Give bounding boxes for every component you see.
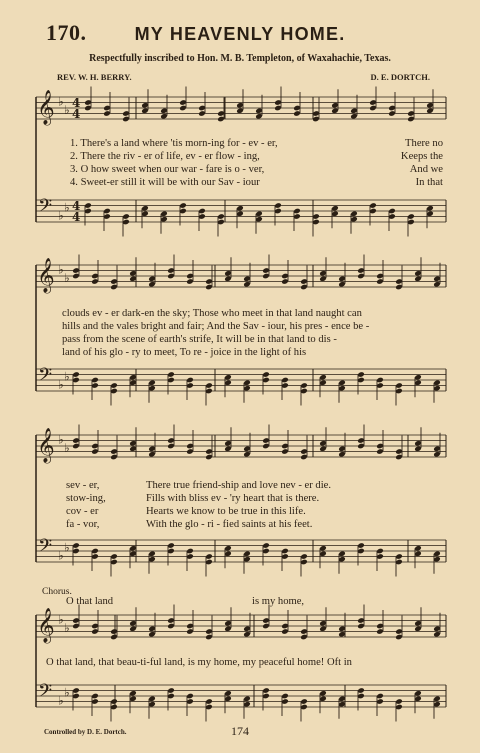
bass-clef-icon: 𝄢 xyxy=(38,196,53,221)
flat-icon: ♭ xyxy=(64,440,70,455)
time-signature-digit: 4 xyxy=(72,96,81,110)
treble-clef-icon: 𝄞 xyxy=(37,428,55,463)
verse-text-end: And we xyxy=(409,164,443,175)
verse-text-end: Keeps the xyxy=(400,151,443,162)
flat-icon: ♭ xyxy=(64,270,70,285)
verse-line: clouds ev - er dark-en the sky; Those who meet in that land naught can xyxy=(62,308,362,319)
flat-icon: ♭ xyxy=(58,612,64,627)
verse-line xyxy=(66,479,332,492)
chorus-lower-text: O that land, that beau-ti-ful land, is my home, my peaceful home! Oft in xyxy=(46,657,352,668)
verse-text: cov - er xyxy=(66,506,99,517)
verse-text: stow-ing, xyxy=(66,493,106,504)
verse-text: 3. O how sweet when our war - fare is o - ver, xyxy=(70,164,265,175)
chorus-upper-text-a: O that land xyxy=(66,596,114,607)
hymn-title: MY HEAVENLY HOME. xyxy=(134,24,346,44)
verse-text-end: There no xyxy=(405,138,443,149)
verse-text-end: Fills with bliss ev - 'ry heart that is there. xyxy=(146,493,320,504)
flat-icon: ♭ xyxy=(58,208,64,223)
treble-clef-icon: 𝄞 xyxy=(37,90,55,125)
flat-icon: ♭ xyxy=(58,693,64,708)
treble-clef-icon: 𝄞 xyxy=(37,258,55,293)
verse-line: land of his glo - ry to meet, To re - joice in the light of his xyxy=(62,347,307,358)
dedication: Respectfully inscribed to Hon. M. B. Templeton, of Waxahachie, Texas. xyxy=(89,53,391,64)
flat-icon: ♭ xyxy=(64,369,70,384)
verse-line xyxy=(70,150,446,163)
bass-clef-icon: 𝄢 xyxy=(38,681,53,706)
flat-icon: ♭ xyxy=(64,685,70,700)
hymn-number: 170. xyxy=(46,20,87,45)
verses-system-3 xyxy=(66,479,332,531)
flat-icon: ♭ xyxy=(64,200,70,215)
flat-icon: ♭ xyxy=(58,262,64,277)
verses-system-2 xyxy=(62,307,369,359)
flat-icon: ♭ xyxy=(64,102,70,117)
flat-icon: ♭ xyxy=(58,94,64,109)
verse-line: hills and the vales bright and fair; And the Sav - iour, his pres - ence be - xyxy=(62,321,370,332)
verse-line xyxy=(66,518,313,531)
flat-icon: ♭ xyxy=(58,548,64,563)
page-number: 174 xyxy=(231,724,249,738)
verse-line xyxy=(70,163,446,176)
verse-line xyxy=(66,505,306,518)
verse-line xyxy=(66,492,320,505)
verse-text: 4. Sweet-er still it will be with our Sav - iour xyxy=(70,177,260,188)
flat-icon: ♭ xyxy=(58,377,64,392)
verse-text-end: Hearts we know to be true in this life. xyxy=(146,506,306,517)
time-signature-digit: 4 xyxy=(72,199,81,213)
composer: D. E. DORTCH. xyxy=(370,72,430,82)
flat-icon: ♭ xyxy=(58,432,64,447)
verse-line xyxy=(70,137,446,150)
chorus-upper-text-b: is my home, xyxy=(252,596,305,607)
bass-clef-icon: 𝄢 xyxy=(38,365,53,390)
verse-text: 1. There's a land where 'tis morn-ing for - ev - er, xyxy=(70,138,278,149)
verse-text: fa - vor, xyxy=(66,519,100,530)
verse-text-end: In that xyxy=(415,177,443,188)
lyricist: REV. W. H. BERRY. xyxy=(57,72,132,82)
verse-text-end: With the glo - ri - fied saints at his feet. xyxy=(146,519,313,530)
verse-text: sev - er, xyxy=(66,480,100,491)
verse-text-end: There true friend-ship and love nev - er die. xyxy=(146,480,332,491)
copyright-credit: Controlled by D. E. Dortch. xyxy=(44,728,127,736)
verses-system-1 xyxy=(70,137,446,189)
flat-icon: ♭ xyxy=(64,540,70,555)
treble-clef-icon: 𝄞 xyxy=(37,608,55,643)
verse-line xyxy=(70,176,446,189)
verse-line: pass from the scene of earth's strife, It will be in that land to dis - xyxy=(62,334,337,345)
bass-clef-icon: 𝄢 xyxy=(38,536,53,561)
chorus-label: Chorus. xyxy=(42,587,72,597)
verse-text: 2. There the riv - er of life, ev - er flow - ing, xyxy=(70,151,260,162)
time-signature-digit: 4 xyxy=(72,107,81,121)
time-signature-digit: 4 xyxy=(72,210,81,224)
flat-icon: ♭ xyxy=(64,620,70,635)
